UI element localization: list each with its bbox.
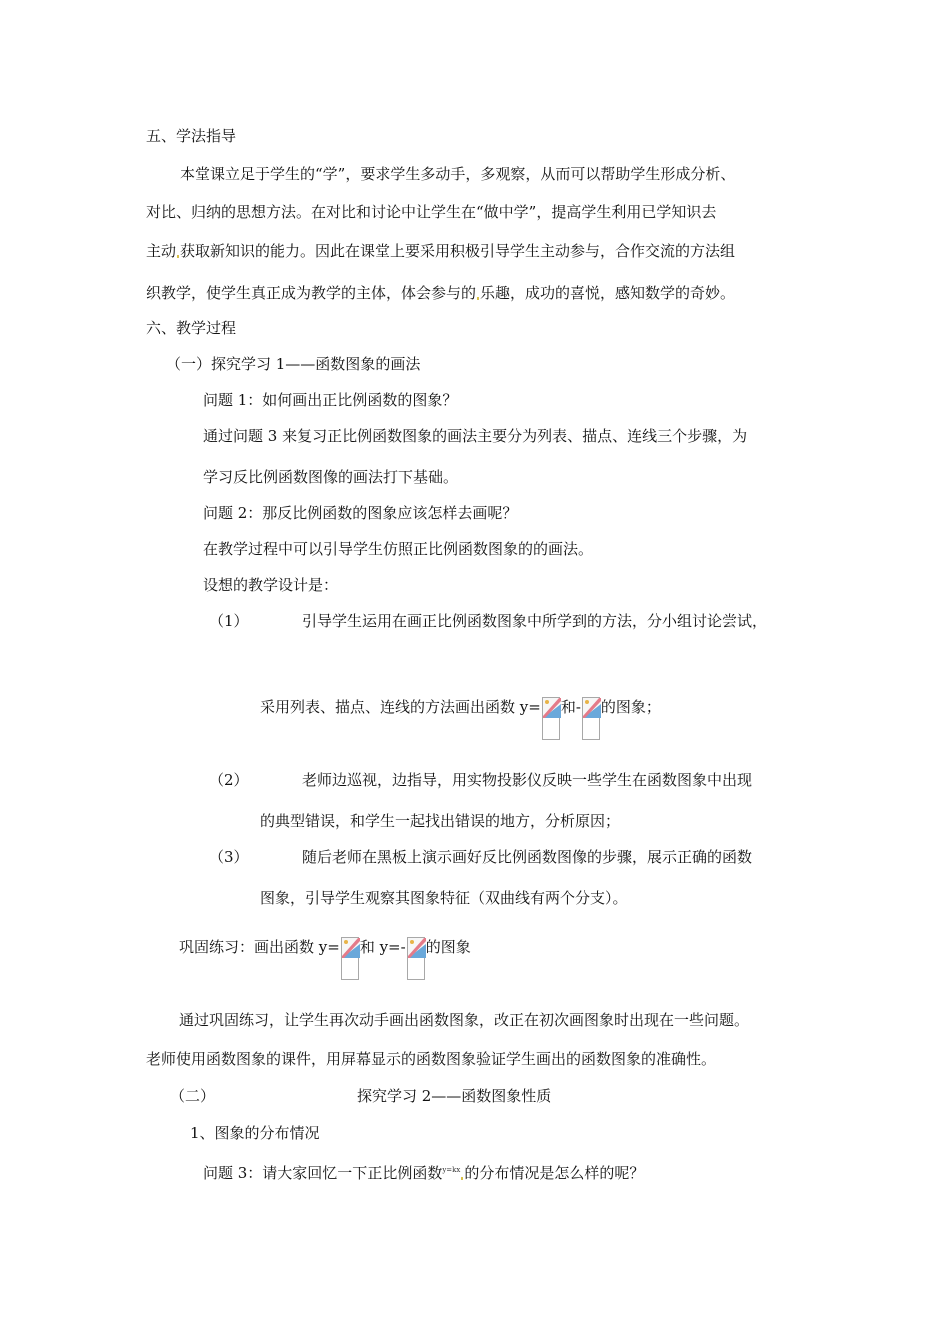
formula-image-icon [341,937,359,980]
section-five-title: 五、学法指导 [146,127,237,145]
formula-inline: y=kx [442,1166,461,1174]
paragraph-line: 本堂课立足于学生的“学”，要求学生多动手，多观察，从而可以帮助学生形成分析、 [180,165,736,183]
paragraph-line: 老师使用函数图象的课件，用屏幕显示的函数图象验证学生画出的函数图象的准确性。 [146,1050,717,1068]
paragraph-line: 图象，引导学生观察其图象特征（双曲线有两个分支）。 [260,889,628,907]
text-run: 的图象； [600,698,661,716]
text-run: 和- [560,698,581,716]
paragraph-line: 通过问题 3 来复习正比例函数图象的画法主要分为列表、描点、连线三个步骤，为 [203,427,748,445]
text-run: 和 y=- [359,938,406,956]
text-run: 织教学，使学生真正成为教学的主体，体会参与的 [146,284,477,302]
paragraph-line: 在教学过程中可以引导学生仿照正比例函数图象的的画法。 [203,540,594,558]
paragraph-line: 学习反比例函数图像的画法打下基础。 [203,468,459,486]
formula-image-icon [582,697,600,740]
anchor-mark [177,255,179,258]
item-number: （1） [209,612,249,630]
text-run: 乐趣，成功的喜悦，感知数学的奇妙。 [480,284,736,302]
paragraph-line: 引导学生运用在画正比例函数图象中所学到的方法，分小组讨论尝试， [302,612,768,630]
text-run: 问题 3：请大家回忆一下正比例函数 [203,1164,443,1182]
formula-image-icon [542,697,560,740]
section-six-title: 六、教学过程 [146,319,237,337]
text-run: 采用列表、描点、连线的方法画出函数 y= [260,698,541,716]
paragraph-line: 随后老师在黑板上演示画好反比例函数图像的步骤，展示正确的函数 [302,848,753,866]
design-intro: 设想的教学设计是： [203,576,339,594]
subsection-2-title: 探究学习 2——函数图象性质 [357,1087,552,1105]
subsection-1-title: （一）探究学习 1——函数图象的画法 [166,355,421,373]
paragraph-line [146,241,735,261]
formula-line [260,697,661,740]
formula-image-icon [407,937,425,980]
paragraph-line [146,283,735,303]
paragraph-line: 通过巩固练习，让学生再次动手画出函数图象，改正在初次画图象时出现在一些问题。 [179,1011,750,1029]
distribution-title: 1、图象的分布情况 [190,1124,320,1142]
practice-line [179,937,471,980]
subsection-2-number: （二） [170,1087,216,1105]
paragraph-line: 老师边巡视，边指导，用实物投影仪反映一些学生在函数图象中出现 [302,771,753,789]
text-run: 的图象 [425,938,471,956]
anchor-mark [477,297,479,300]
text-run: 巩固练习：画出函数 y= [179,938,340,956]
text-run: 主动 [146,242,177,260]
item-number: （3） [209,848,249,866]
paragraph-line: 的典型错误，和学生一起找出错误的地方，分析原因； [260,812,621,830]
text-run: 获取新知识的能力。因此在课堂上要采用积极引导学生主动参与，合作交流的方法组 [180,242,736,260]
item-number: （2） [209,771,249,789]
paragraph-line: 对比、归纳的思想方法。在对比和讨论中让学生在“做中学”，提高学生利用已学知识去 [146,203,717,221]
text-run: 的分布情况是怎么样的呢？ [464,1164,645,1182]
question-2: 问题 2：那反比例函数的图象应该怎样去画呢？ [203,504,518,522]
question-1: 问题 1：如何画出正比例函数的图象？ [203,391,458,409]
question-3 [203,1160,644,1183]
